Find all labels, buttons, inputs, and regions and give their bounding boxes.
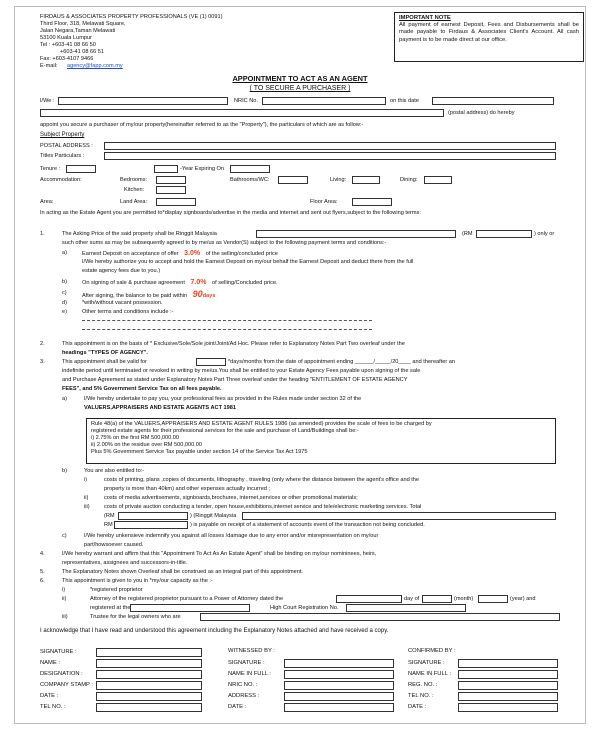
email-label: E-mail: [40,62,58,69]
asking-price-words-field[interactable] [256,230,456,238]
warrant-text: I/We hereby warrant and affirm that this "Appointment To Act As An Estate Agent" shall be binding on my/our nomininees, heirs, [62,551,377,557]
signature-col-1-label: DATE : [40,693,59,699]
spa-signing-text: On signing of sale & purchase agreement [82,280,185,286]
clause-1d-label: d) [62,300,67,306]
tenure-years-field[interactable] [154,165,178,173]
property-address-field[interactable] [104,142,556,150]
acknowledgement-text: I acknowledge that I have read and understood this agreement including the Explanatory Notes attached and have received a copy. [40,628,389,634]
clause-1e-label: e) [62,309,67,315]
earnest-deposit-text: Earnest Deposit on acceptance of offer [82,251,179,257]
vacant-possession-text: *with/without vacant possession. [82,300,163,306]
signature-col-1-field[interactable] [96,703,202,712]
indefinite-text: indefinite period until terminated or revoked in writing by me/us.You shall be entitled to your Estate Agency Fees payable upon signing of the sale [62,368,421,374]
entitled-text: You are also entitled to:- [84,468,145,474]
rule-box-line-5: Plus 5% Government Service Tax payable under section 14 of the Service Tax Act 1975 [91,448,308,455]
signature-col-2-field[interactable] [284,703,394,712]
only-or-label: ) only or [534,231,555,237]
bedrooms-label: Bedrooms: [120,177,148,183]
nric-field[interactable] [262,97,386,105]
clause-3b-i-label: i) [84,477,88,483]
types-of-agency-text: headings "TYPES OF AGENCY". [62,350,148,356]
nric-label: NRIC No. [234,98,258,104]
signature-col-3-label: NAME IN FULL : [408,671,451,677]
address-line-1: Third Floor, 318, Melawati Square, [40,20,126,27]
subject-property-heading: Subject Property [40,132,85,138]
printing-costs-text: costs of printing, plans ,copies of documents, lithography , traveling (only where the distance between the agent's office and the [104,477,420,483]
floor-area-label: Floor Area: [310,199,338,205]
agency-fees-text: estate agency fees due to you.) [82,268,161,274]
howsoever-text: part/howsoever caused. [84,542,144,548]
signature-col-3-label: SIGNATURE : [408,660,445,666]
tel-line: Tel : +603-41 08 66 50 [40,41,96,48]
clause-1a-label: a) [62,250,67,256]
iwe-label: I/We : [40,98,55,104]
representatives-text: representatives, assignees and successors-in-title. [62,560,188,566]
address-line-3: 53100 Kuala Lumpur [40,34,92,41]
clause-3a-label: a) [62,396,67,402]
indemnify-text: I/We hereby unkensieve indemnify you against all losses /damage due to any error and/or misrepresentation on my/our [84,533,379,539]
signature-col-2-label: NRIC NO. : [228,682,258,688]
clause-1c-label: c) [62,290,67,296]
signature-col-2-label: DATE : [228,704,247,710]
high-court-label: High Court Registration No. [270,605,339,611]
bathrooms-field[interactable] [278,176,308,184]
area-label: Area: [40,199,54,205]
clause-3b-label: b) [62,468,67,474]
media-costs-text: costs of media advertisements, signboards,brochures, internet,services or other promotional materials; [104,495,358,501]
note-title: IMPORTANT NOTE [399,15,451,21]
total-rm-field[interactable] [118,512,188,520]
capacity-text: This appointment is given to you in *my/our capacity as the :- [62,578,213,584]
document-subtitle: ( TO SECURE A PURCHASER ) [249,85,351,92]
iwe-name-field[interactable] [58,97,228,105]
address-line-2: Jalan Negara,Taman Melawati [40,27,116,34]
clause-3-number: 3. [40,359,45,365]
other-terms-text: Other terms and conditions include :- [82,309,174,315]
bedrooms-field[interactable] [156,176,186,184]
rule-box-line-3: i) 2.75% on the first RM 500,000.00 [91,434,179,441]
trustee-field[interactable] [200,613,560,621]
signature-col-1-label: COMPANY STAMP : [40,682,94,688]
rm-label-2: RM [104,522,113,528]
total-rm-label: (RM [104,513,115,519]
living-label: Living: [330,177,347,183]
attorney-month-field[interactable] [422,595,452,603]
land-area-field[interactable] [156,198,196,206]
signature-col-3-label: TEL NO. : [408,693,434,699]
payable-text: ) is payable on receipt of a statement of accounts event of the transaction not being concluded. [190,522,425,528]
signature-col-1-label: DESIGNATION : [40,671,83,677]
auction-costs-text: costs of private auction conducting a tender, open house,exhibitions,internet service and tele/electronic marketing services. Total [104,504,422,510]
postal-address-label: POSTAL ADDRESS : [40,143,93,149]
signature-col-2-field[interactable] [284,659,394,668]
clause-2-number: 2. [40,341,45,347]
signature-col-3-field[interactable] [458,670,558,679]
attorney-year-field[interactable] [478,595,508,603]
signature-col-1-field[interactable] [96,692,202,701]
clause-3c-label: c) [62,533,67,539]
validity-text: This appointment shall be valid for [62,359,147,365]
signature-col-3-label: DATE : [408,704,427,710]
attorney-date-field[interactable] [336,595,402,603]
postal-label: (postal address) do hereby [448,110,515,116]
signature-col-3-field[interactable] [458,692,558,701]
undertake-text: I/We hereby undertake to pay you, your professional fees as provided in the Rules made under section 32 of the [84,396,362,402]
signature-col-2-field[interactable] [284,692,394,701]
authorize-text: I/We hereby authorize you to accept and hold the Earnest Deposit on my/our behalf the Earnest Deposit and deduct there from the full [82,259,414,265]
attorney-text: Attorney of the registered proprietor pursuant to a Power of Attorney dated the [90,596,284,602]
clause-1b-label: b) [62,279,67,285]
signature-col-3-title: CONFIRMED BY : [408,648,456,654]
clause-4-number: 4. [40,551,45,557]
tenure-label: Tenure : [40,166,61,172]
titles-label: Titles Particulars : [40,153,85,159]
email-line [40,63,370,70]
balance-days-value: 90 [192,289,203,299]
validity-period-field[interactable] [196,358,226,366]
spa-fees-text: and Purchase Agreement as stated under Explanatory Notes Part Three overleaf under the heading "ENTITLEMENT OF ESTATE AGENCY [62,377,408,383]
explanatory-notes-text: The Explanatory Notes shown Overleaf shall be construed as an integral part of this appointment. [62,569,303,575]
dining-field[interactable] [424,176,452,184]
appoint-text: appoint you secure a purchaser of my/our property(hereinafter referred to as the "Property"), the particulars of which are as follow:- [40,122,364,128]
gst-text: FEES", and 5% Government Service Tax on all fees payable. [62,386,222,392]
signature-col-1-field[interactable] [96,670,202,679]
year-expiring-field[interactable] [230,165,270,173]
note-body: All payment of earnest Deposit, Fees and Disbursements shall be made payable to Firdaus & Associates Client's Account. All cash payment is to be made direct at our office. [399,22,579,43]
year-expiring-label: -Year Expiring On [180,166,224,172]
acting-text: In acting as the Estate Agent you are permitted to*display signboards/advertise in the media and internet and sent out flyers,subject to the following terms: [40,210,421,216]
asking-price-text: The Asking Price of the said property shall be Ringgit Malaysia [62,231,217,237]
fax-line: Fax: +603-4107 9466 [40,55,94,62]
validity-tail: *days/months from the date of appointment ending ______/_____/20____ and thereafter an [228,359,456,365]
other-terms-line-1[interactable] [82,320,372,321]
accommodation-label: Accommodation: [40,177,82,183]
signature-col-2-label: SIGNATURE : [228,660,265,666]
month-label: (month) [454,596,474,602]
floor-area-field[interactable] [352,198,392,206]
registered-at-field[interactable] [130,604,250,612]
document-title: APPOINTMENT TO ACT AS AN AGENT [232,74,368,83]
registered-at-label: registered at the [90,605,131,611]
high-court-field[interactable] [346,604,466,612]
other-terms-line-2[interactable] [82,329,372,330]
land-area-label: Land Area: [120,199,148,205]
company-header [40,14,370,70]
clause-6-number: 6. [40,578,45,584]
earnest-deposit-tail: of the selling/concluded price [205,251,278,257]
kitchen-field[interactable] [156,186,186,194]
spa-signing-row [82,279,278,288]
signature-col-2-label: NAME IN FULL : [228,671,271,677]
rule-box-line-1: Rule 48(a) of the VALUERS,APPRAISERS AND ESTATE AGENT RULES 1986 (as amended) provides the scale of fees to be charged by [91,421,432,427]
company-name: FIRDAUS & ASSOCIATES PROPERTY PROFESSIONALS (VE (1) 0091) [40,14,223,20]
valuers-act-text: VALUERS,APPRAISERS AND ESTATE AGENTS ACT 1981 [84,405,236,411]
signature-col-1-field[interactable] [96,648,202,657]
signature-col-2-label: ADDRESS : [228,693,260,699]
bathrooms-label: Bathrooms/WC: [230,177,270,183]
tel-line-2: +603-41 08 66 51 [60,48,105,55]
clause-3b-iii-label: iii) [84,504,90,510]
balance-row [82,289,215,300]
signature-col-1-label: TEL NO. : [40,704,66,710]
rm-amount-field[interactable] [114,521,188,529]
tenure-field[interactable] [66,165,96,173]
on-date-label: on this date [390,98,419,104]
clause-2-text: This appointment is on the basis of * Exclusive/Sole/Sole joint/Joint/Ad Hoc. Please refer to Explanatory Notes Part Two overleaf under the [62,341,405,347]
ringgit-words-field[interactable] [242,512,556,520]
clause-1-number: 1. [40,231,45,237]
dining-label: Dining: [400,177,418,183]
titles-field[interactable] [104,152,556,160]
signature-col-2-field[interactable] [284,681,394,690]
rule-box-line-4: ii) 2.00% on the residue over RM 500,000.00 [91,441,203,448]
clause-3b-ii-label: ii) [84,495,89,501]
date-field[interactable] [432,97,554,105]
signature-col-3-field[interactable] [458,703,558,712]
important-note-box [394,12,584,62]
spa-percent: 7.0% [190,279,207,286]
signature-col-1-field[interactable] [96,681,202,690]
clause-5-number: 5. [40,569,45,575]
asking-price-rm-field[interactable] [476,230,532,238]
capacity-iii-label: iii) [62,614,68,620]
rule-box-line-2: registered estate agents for their professional services for the sale and purchase of Land/Buildings shall be:- [91,427,359,434]
signature-col-3-field[interactable] [458,681,558,690]
earnest-deposit-percent: 3.0% [184,250,201,257]
day-of-label: day of [404,596,420,602]
living-field[interactable] [352,176,380,184]
ringgit-label: ) (Ringgit Malaysia [190,513,237,519]
balance-days-unit: days [202,293,216,299]
kitchen-label: Kitchen: [124,187,145,193]
capacity-ii-label: ii) [62,596,67,602]
payment-terms-text: such other sums as may be subsequently agreed to by me/us as Vendor(S) subject to the following payment terms and conditions:- [62,240,387,246]
postal-address-field[interactable] [40,109,444,117]
signature-col-3-label: REG. NO. : [408,682,438,688]
signature-col-1-label: SIGNATURE : [40,649,77,655]
year-and-label: (year) and [510,596,536,602]
earnest-deposit-row [82,250,278,259]
signature-col-1-label: NAME : [40,660,60,666]
registered-proprietor-text: *registered proprietor [90,587,143,593]
signature-col-2-field[interactable] [284,670,394,679]
capacity-i-label: i) [62,587,66,593]
trustee-text: Trustee for the legal owners who are [90,614,181,620]
distance-text: property is more than 40km) and other expenses actually incurred ; [104,486,271,492]
email-link[interactable]: agency@fapp.com.my [66,62,123,69]
signature-col-1-field[interactable] [96,659,202,668]
spa-tail: of selling/Concluded price. [212,280,278,286]
signature-col-3-field[interactable] [458,659,558,668]
balance-text: After signing, the balance to be paid within [82,293,188,299]
rm-label: (RM [462,231,473,237]
rule-48-box [86,418,556,464]
signature-col-2-title: WITNESSED BY : [228,648,275,654]
